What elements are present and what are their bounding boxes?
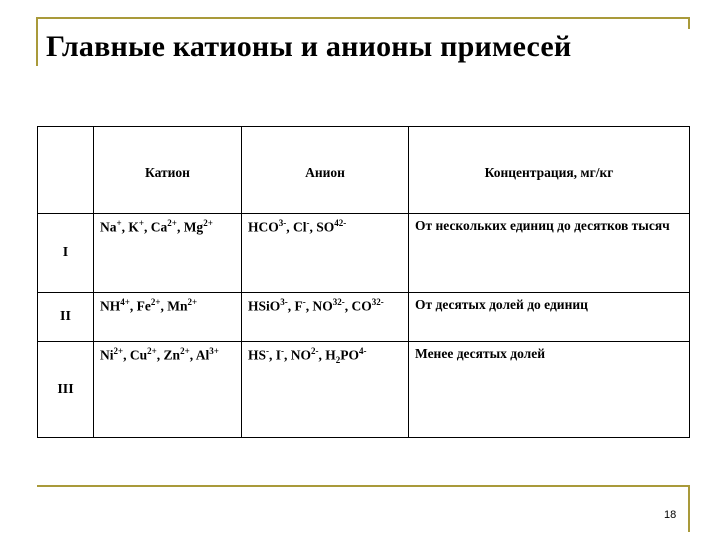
table-header-row xyxy=(38,127,690,214)
cation-cell xyxy=(94,214,242,293)
header-cell-number xyxy=(38,127,94,214)
right-rule xyxy=(688,17,690,29)
anion-cell xyxy=(242,293,409,342)
formula-text: $NH^{4+}$, $Fe^{2+}$, $Mn^{2+}$ xyxy=(100,297,198,314)
ions-table xyxy=(37,126,690,438)
bottom-rule xyxy=(37,485,689,487)
formula-text: $Ni^{2+}$, $Cu^{2+}$, $Zn^{2+}$, $Al^{3+}$ xyxy=(100,346,219,363)
formula-text: HSiO$^{3-}$, F-, $NO^{32-}$, $CO^{32-}$ xyxy=(248,297,384,314)
row-number: I xyxy=(38,214,94,293)
anion-cell xyxy=(242,342,409,438)
cation-cell xyxy=(94,342,242,438)
row-number: II xyxy=(38,293,94,342)
formula-text: $HCO^{3-}$, Cl-, $SO^{42-}$ xyxy=(248,218,347,235)
left-rule xyxy=(36,17,38,66)
table-row xyxy=(38,214,690,293)
row-number: III xyxy=(38,342,94,438)
bottom-right-rule xyxy=(688,485,690,532)
table-row xyxy=(38,342,690,438)
top-rule xyxy=(36,17,690,19)
formula-text: Na+, K+, $Ca^{2+}$, $Mg^{2+}$ xyxy=(100,218,213,235)
slide-title: Главные катионы и анионы примесей xyxy=(46,30,572,63)
table-row xyxy=(38,293,690,342)
header-cell-anion: Анион xyxy=(242,127,409,214)
cation-cell xyxy=(94,293,242,342)
page-number: 18 xyxy=(664,509,677,521)
concentration-cell: От нескольких единиц до десятков тысяч xyxy=(409,214,690,293)
formula-text: HS-, I-, $NO^{2-}$, $H_2PO^{4-}$ xyxy=(248,346,367,366)
header-cell-concentration: Концентрация, мг/кг xyxy=(409,127,690,214)
concentration-cell: Менее десятых долей xyxy=(409,342,690,438)
concentration-cell: От десятых долей до единиц xyxy=(409,293,690,342)
anion-cell xyxy=(242,214,409,293)
header-cell-cation: Катион xyxy=(94,127,242,214)
